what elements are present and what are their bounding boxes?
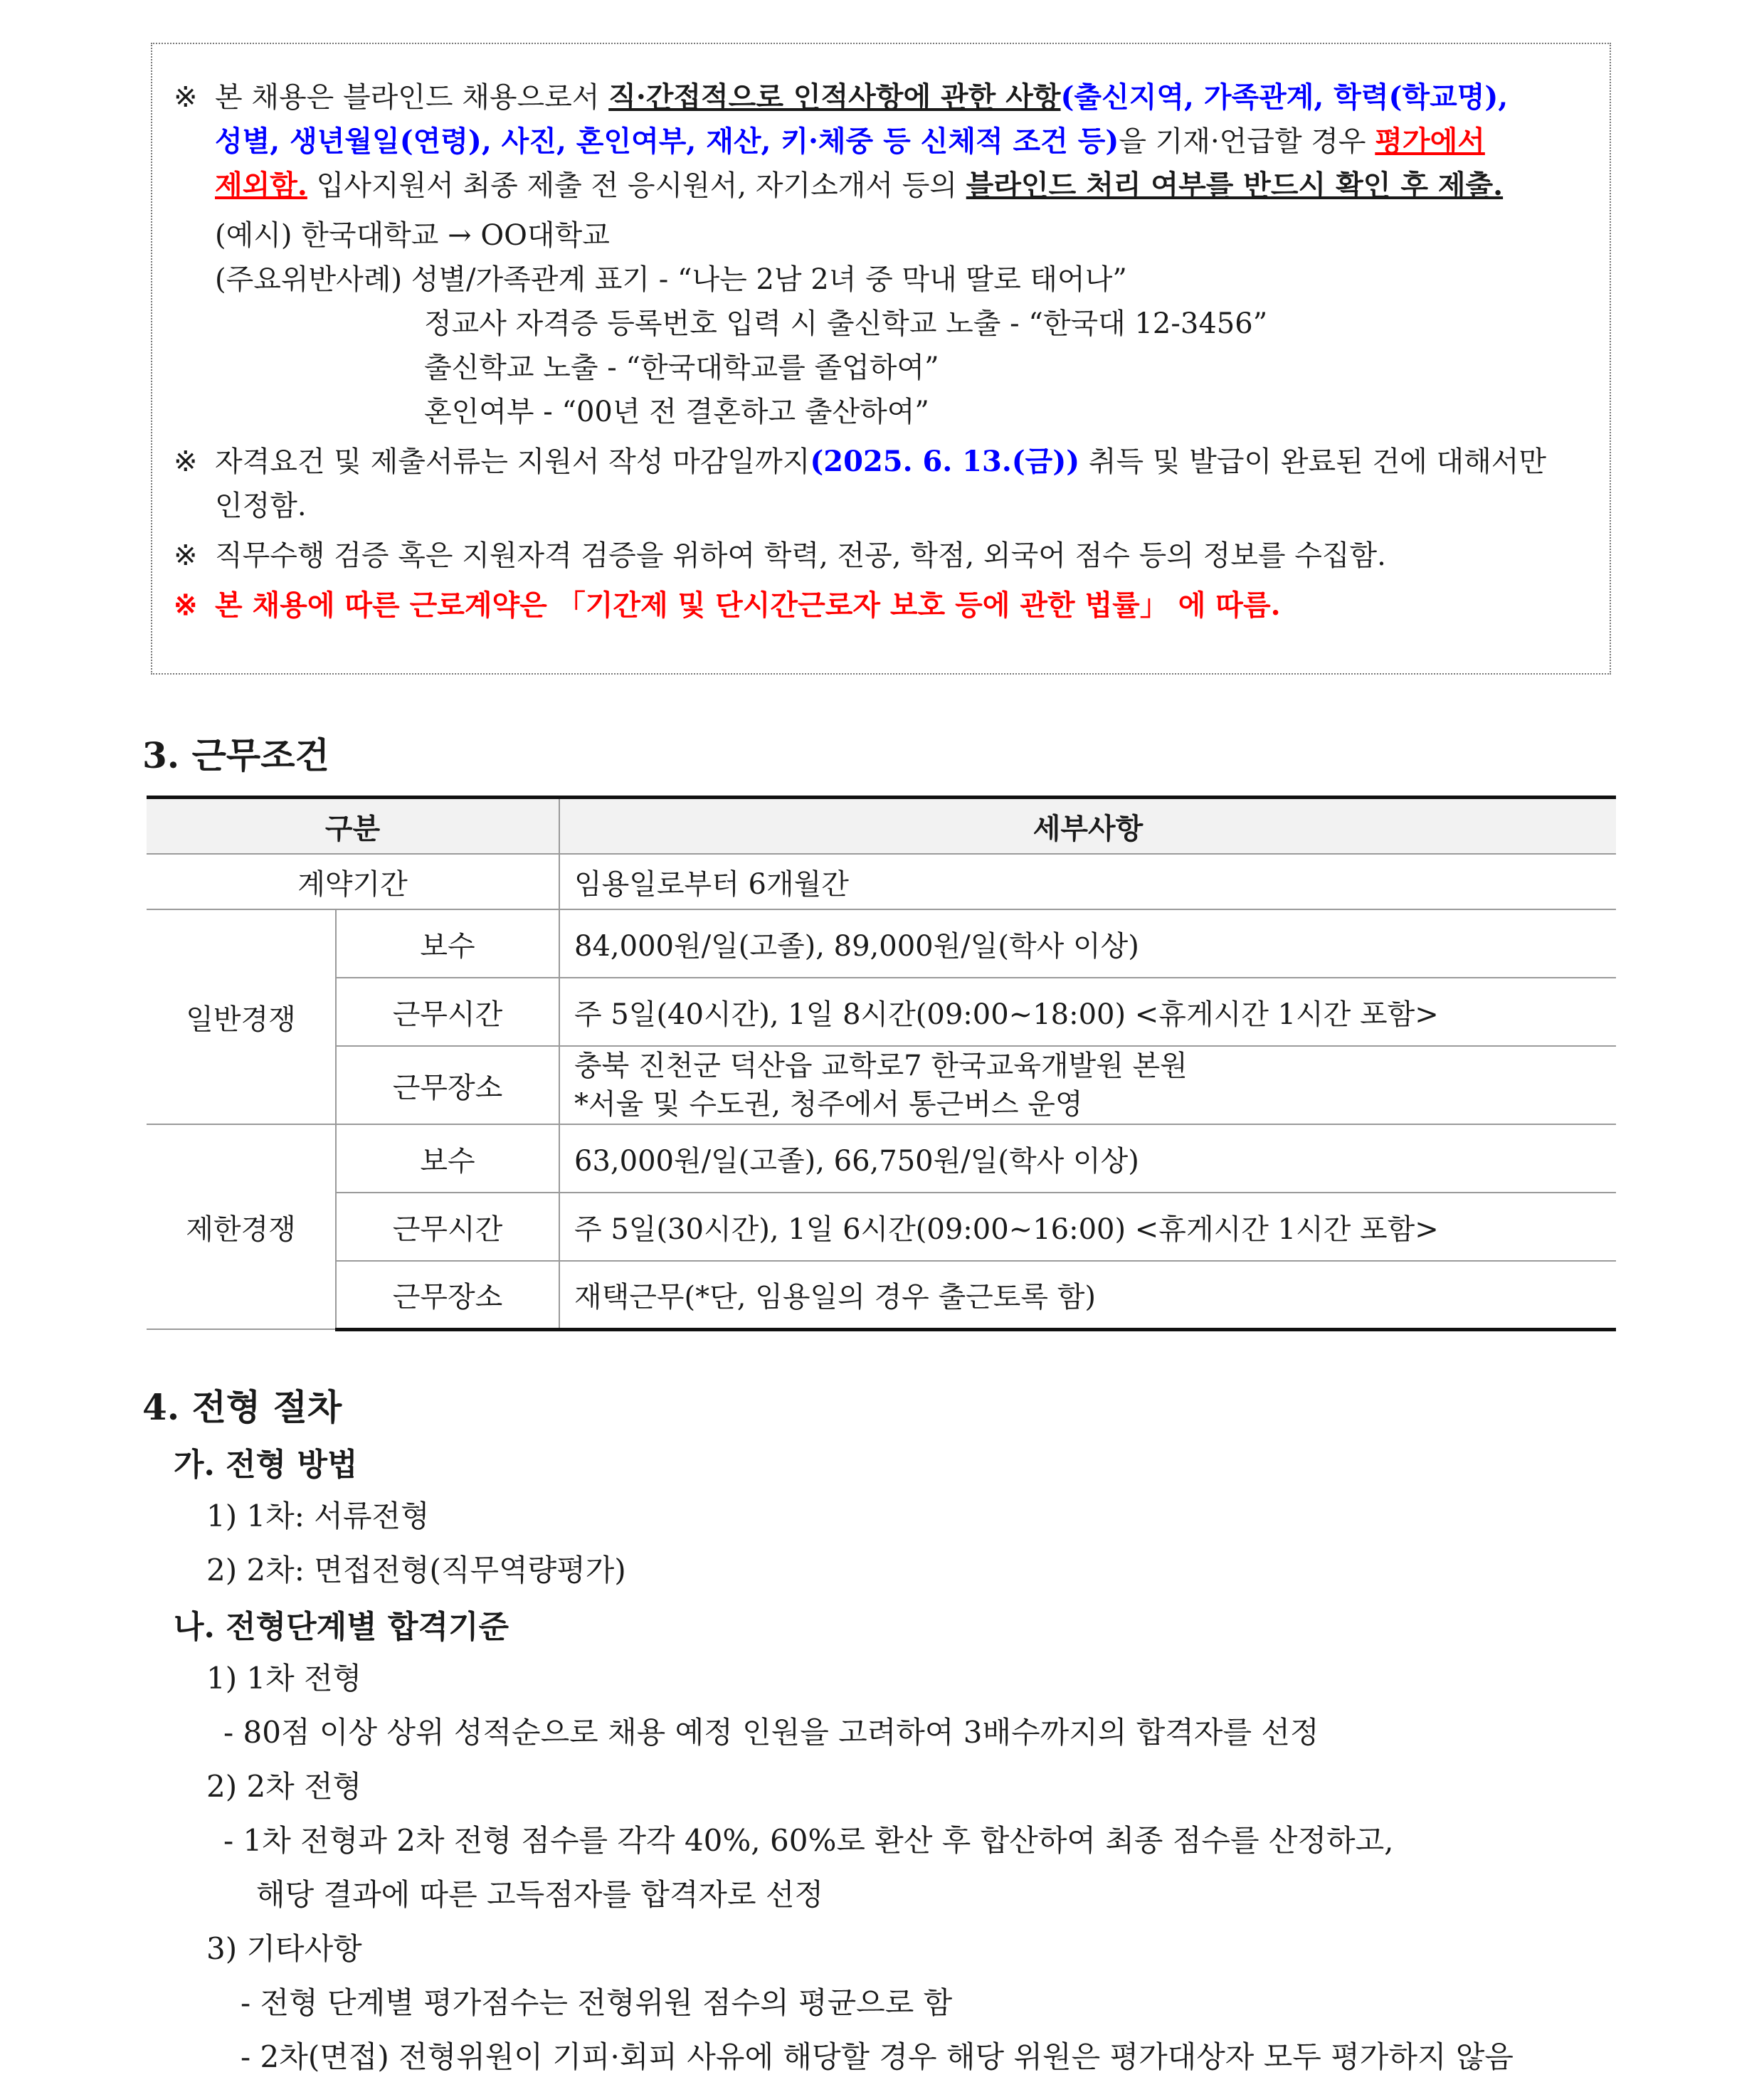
item-b3-desc-2: - 2차(면접) 전형위원이 기피·회피 사유에 해당할 경우 해당 위원은 평가대상자 모두 평가하지 않음	[241, 2039, 1514, 2074]
table-header-row	[147, 798, 1616, 855]
reference-mark: ※	[174, 539, 198, 572]
row-value: 충북 진천군 덕산읍 교학로7 한국교육개발원 본원 *서울 및 수도권, 청주에서 통근버스 운영	[559, 1046, 1616, 1124]
item-a2: 2) 2차: 면접전형(직무역량평가)	[206, 1553, 626, 1588]
notice-contract: ※ 본 채용에 따른 근로계약은 「기간제 및 단시간근로자 보호 등에 관한 법률」 에 따름.	[174, 583, 1585, 628]
notice-line-2: 성별, 생년월일(연령), 사진, 혼인여부, 재산, 키·체중 등 신체적 조건 등)을 기재·언급할 경우 평가에서	[215, 125, 1485, 158]
notice-line-3: 제외함. 입사지원서 최종 제출 전 응시원서, 자기소개서 등의 블라인드 처리 여부를 반드시 확인 후 제출.	[215, 169, 1504, 202]
row-value: 주 5일(30시간), 1일 6시간(09:00~16:00) <휴게시간 1시간 포함>	[559, 1193, 1616, 1261]
table-row	[147, 978, 1616, 1046]
notice-qualification-cont: 인정함.	[215, 490, 307, 522]
blind-recruitment-notice-box	[151, 43, 1611, 675]
group-general: 일반경쟁	[147, 909, 336, 1124]
subsection-b-title: 나. 전형단계별 합격기준	[174, 1609, 509, 1645]
table-row	[147, 1046, 1616, 1124]
item-b2-desc-2: 해당 결과에 따른 고득점자를 합격자로 선정	[256, 1877, 824, 1912]
working-conditions-table	[147, 796, 1616, 1331]
contract-period-value: 임용일로부터 6개월간	[559, 854, 1616, 909]
notice-qualification: ※ 자격요건 및 제출서류는 지원서 작성 마감일까지(2025. 6. 13.(금)) 취득 및 발급이 완료된 건에 대해서만	[174, 440, 1585, 484]
group-restricted: 제한경쟁	[147, 1124, 336, 1329]
subsection-a-title: 가. 전형 방법	[174, 1447, 358, 1483]
table-row	[147, 1193, 1616, 1261]
notice-violation-4: 혼인여부 - “00년 전 결혼하고 출산하여”	[424, 396, 929, 428]
row-label: 보수	[336, 909, 559, 978]
contract-period-label: 계약기간	[147, 854, 559, 909]
row-value: 63,000원/일(고졸), 66,750원/일(학사 이상)	[559, 1124, 1616, 1193]
item-b3-desc-1: - 전형 단계별 평가점수는 전형위원 점수의 평균으로 함	[241, 1985, 953, 2020]
section4-title: 4. 전형 절차	[142, 1386, 342, 1428]
row-label: 근무장소	[336, 1046, 559, 1124]
table-row	[147, 1261, 1616, 1329]
reference-mark: ※	[174, 81, 198, 114]
item-b3: 3) 기타사항	[206, 1931, 362, 1966]
notice-violation-2: 정교사 자격증 등록번호 입력 시 출신학교 노출 - “한국대 12-3456”	[424, 307, 1268, 340]
notice-line-1: ※ 본 채용은 블라인드 채용으로서 직·간접적으로 인적사항에 관한 사항(출신지역, 가족관계, 학력(학교명),	[174, 75, 1585, 120]
row-label: 근무시간	[336, 1193, 559, 1261]
notice-example: (예시) 한국대학교 → OO대학교	[215, 219, 610, 252]
table-row	[147, 854, 1616, 909]
row-label: 근무장소	[336, 1261, 559, 1329]
table-row	[147, 1124, 1616, 1193]
row-value: 84,000원/일(고졸), 89,000원/일(학사 이상)	[559, 909, 1616, 978]
notice-violation-3: 출신학교 노출 - “한국대학교를 졸업하여”	[424, 352, 939, 384]
row-label: 근무시간	[336, 978, 559, 1046]
reference-mark: ※	[174, 588, 198, 622]
item-a1: 1) 1차: 서류전형	[206, 1499, 430, 1533]
notice-violation-head: (주요위반사례) 성별/가족관계 표기 - “나는 2남 2녀 중 막내 딸로 태어나”	[215, 263, 1127, 296]
item-b2: 2) 2차 전형	[206, 1769, 362, 1804]
item-b2-desc-1: - 1차 전형과 2차 전형 점수를 각각 40%, 60%로 환산 후 합산하여 최종 점수를 산정하고,	[223, 1823, 1394, 1858]
section3-title: 3. 근무조건	[142, 734, 329, 776]
header-details: 세부사항	[559, 798, 1616, 855]
reference-mark: ※	[174, 445, 198, 478]
header-category: 구분	[147, 798, 559, 855]
item-b1: 1) 1차 전형	[206, 1661, 362, 1696]
row-value: 재택근무(*단, 임용일의 경우 출근토록 함)	[559, 1261, 1616, 1329]
item-b1-desc: - 80점 이상 상위 성적순으로 채용 예정 인원을 고려하여 3배수까지의 합격자를 선정	[223, 1715, 1319, 1750]
notice-collect: ※ 직무수행 검증 혹은 지원자격 검증을 위하여 학력, 전공, 학점, 외국어 점수 등의 정보를 수집함.	[174, 534, 1585, 578]
row-label: 보수	[336, 1124, 559, 1193]
row-value: 주 5일(40시간), 1일 8시간(09:00~18:00) <휴게시간 1시간 포함>	[559, 978, 1616, 1046]
table-row	[147, 909, 1616, 978]
